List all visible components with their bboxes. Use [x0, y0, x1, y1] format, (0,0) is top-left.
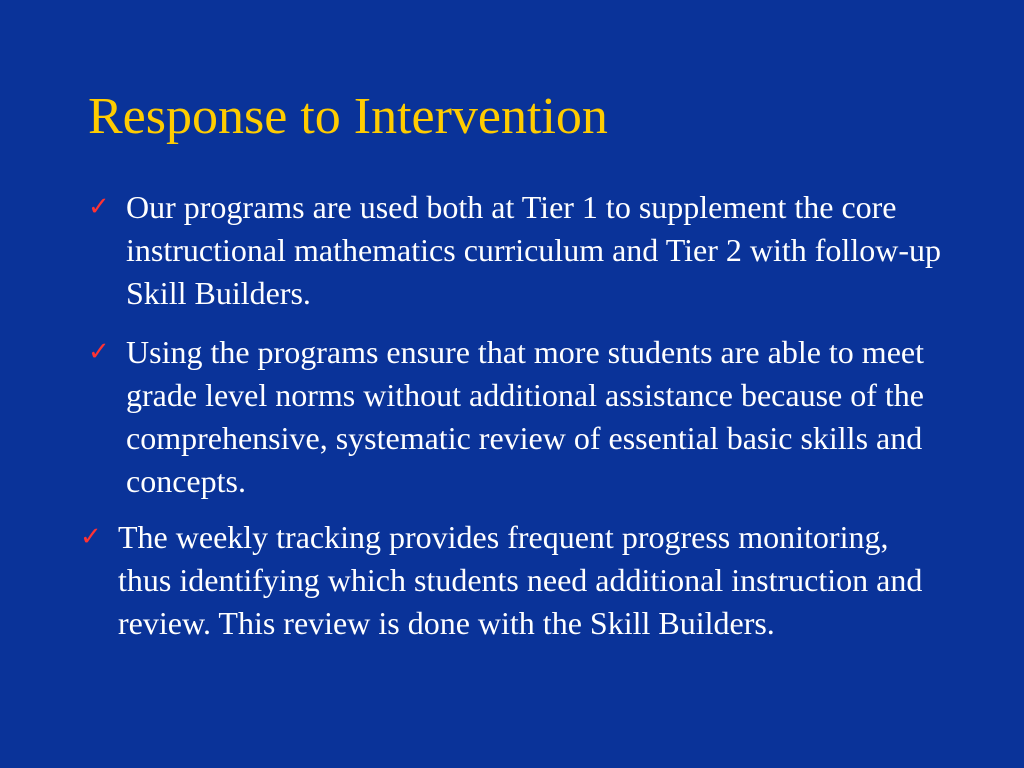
checkmark-icon: ✓ — [88, 192, 110, 222]
checkmark-icon: ✓ — [88, 337, 110, 367]
slide-title: Response to Intervention — [88, 88, 608, 145]
bullet-text: Our programs are used both at Tier 1 to supplement the core instructional mathematics curriculum and Tier 2 with follow-up Skill Builders. — [126, 189, 941, 311]
checkmark-icon: ✓ — [80, 522, 102, 552]
bullet-text: The weekly tracking provides frequent progress monitoring, thus identifying which students need additional instruction and review. This review is done with the Skill Builders. — [118, 519, 923, 641]
bullet-text: Using the programs ensure that more students are able to meet grade level norms without additional assistance because of the comprehensive, systematic review of essential basic skills and concepts. — [126, 334, 924, 499]
bullet-item — [88, 331, 948, 503]
bullet-item — [80, 516, 940, 645]
bullet-item — [88, 186, 948, 315]
